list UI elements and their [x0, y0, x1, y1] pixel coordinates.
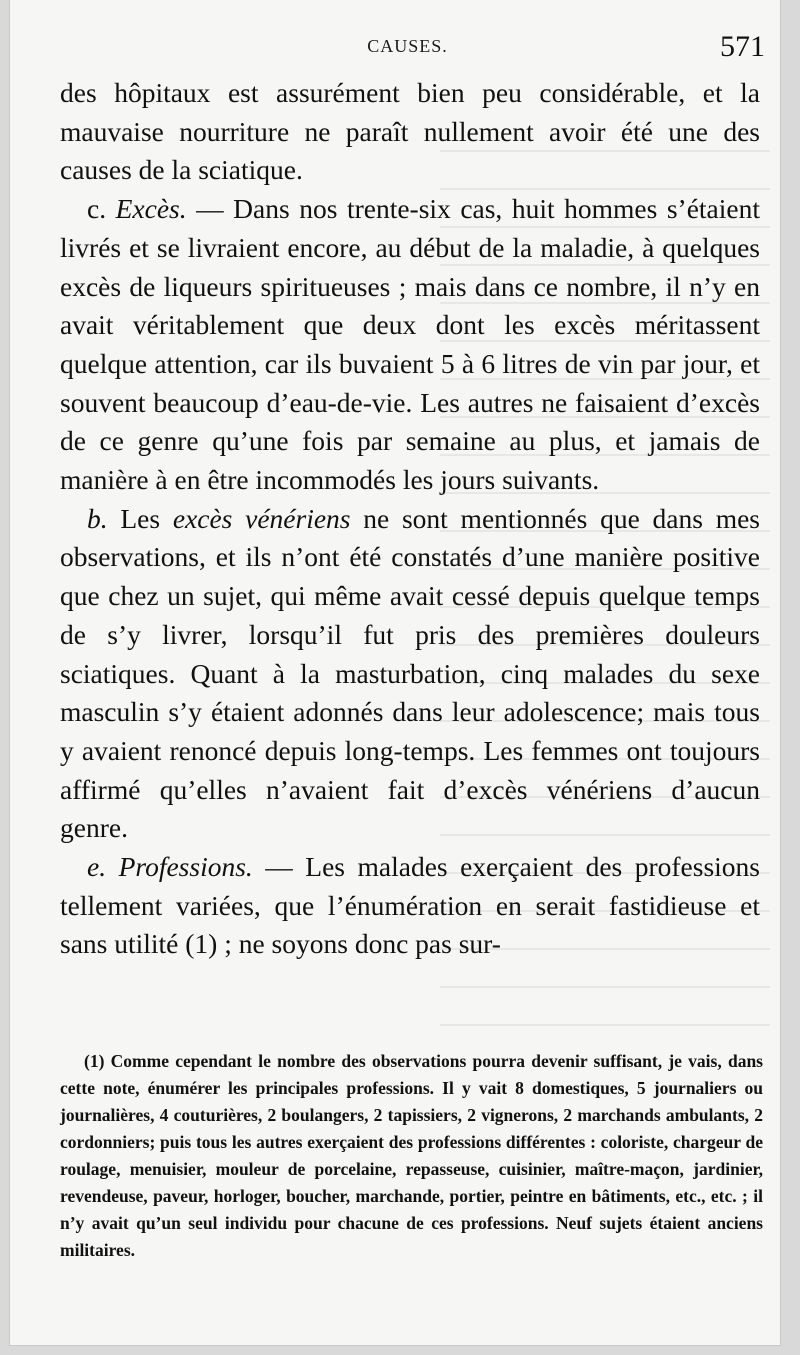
paragraph-text: ne sont mentionnés que dans mes observations, et ils n’ont été constatés d’une manière positive que chez un sujet, qui même avait cessé depuis quelque temps de s’y livrer, lorsqu’il fut pris des premières douleurs sciatiques. Quant à la masturbation, cinq malades du sexe masculin s’y étaient adonnés dans leur adolescence; mais tous y avaient renoncé depuis long-temps. Les femmes ont toujours affirmé qu’elles n’avaient fait d’excès vénériens d’aucun genre. [60, 502, 760, 844]
footnote-text: (1) Comme cependant le nombre des observations pourra devenir suffisant, je vais, dans cette note, énumérer les principales professions. Il y vait 8 domestiques, 5 journaliers ou journalières, 4 couturières, 2 boulangers, 2 tapissiers, 2 vignerons, 2 marchands ambulants, 2 cordonniers; puis tous les autres exerçaient des professions différentes : coloriste, chargeur de roulage, menuisier, mouleur de porcelaine, repasseuse, cuisinier, maître-maçon, jardinier, revendeuse, paveur, horloger, boucher, marchande, portier, peintre en bâtiments, etc., etc. ; il n’y avait qu’un seul individu pour chacune de ces professions. Neuf sujets étaient anciens militaires. [60, 1051, 763, 1260]
section-title: Excès. [115, 193, 187, 225]
paragraph-text: Les [107, 502, 173, 534]
running-head: CAUSES. [367, 36, 448, 56]
section-letter: c. [87, 193, 107, 225]
paragraph-exces-veneriens [60, 500, 760, 848]
section-letter: e. [87, 851, 107, 883]
page-number: 571 [720, 30, 765, 63]
section-letter: b. [87, 502, 108, 534]
paragraph-exces [60, 190, 760, 500]
main-text [60, 74, 760, 964]
section-title: Professions. [118, 851, 253, 883]
page-header [50, 30, 765, 70]
italic-term: excès vénériens [172, 502, 351, 534]
paragraph-text: — Dans nos trente-six cas, huit hommes s’étaient livrés et se livraient encore, au début de la maladie, à quelques excès de liqueurs spiritueuses ; mais dans ce nombre, il n’y en avait véritablement que deux dont les excès méritassent quelque attention, car ils buvaient 5 à 6 litres de vin par jour, et souvent beaucoup d’eau-de-vie. Les autres ne faisaient d’excès de ce genre qu’une fois par semaine au plus, et jamais de manière à en être incommodés les jours suivants. [60, 193, 760, 496]
paragraph-hospital-food: des hôpitaux est assurément bien peu considérable, et la mauvaise nourriture ne paraît nullement avoir été une des causes de la sciatique. [60, 77, 760, 186]
footnote [60, 1048, 763, 1264]
paragraph-text: — Les malades exerçaient des professions tellement variées, que l’énumération en serait fastidieuse et sans utilité (1) ; ne soyons donc pas sur- [60, 851, 760, 960]
book-page [10, 0, 780, 1345]
paragraph-professions [60, 848, 760, 964]
